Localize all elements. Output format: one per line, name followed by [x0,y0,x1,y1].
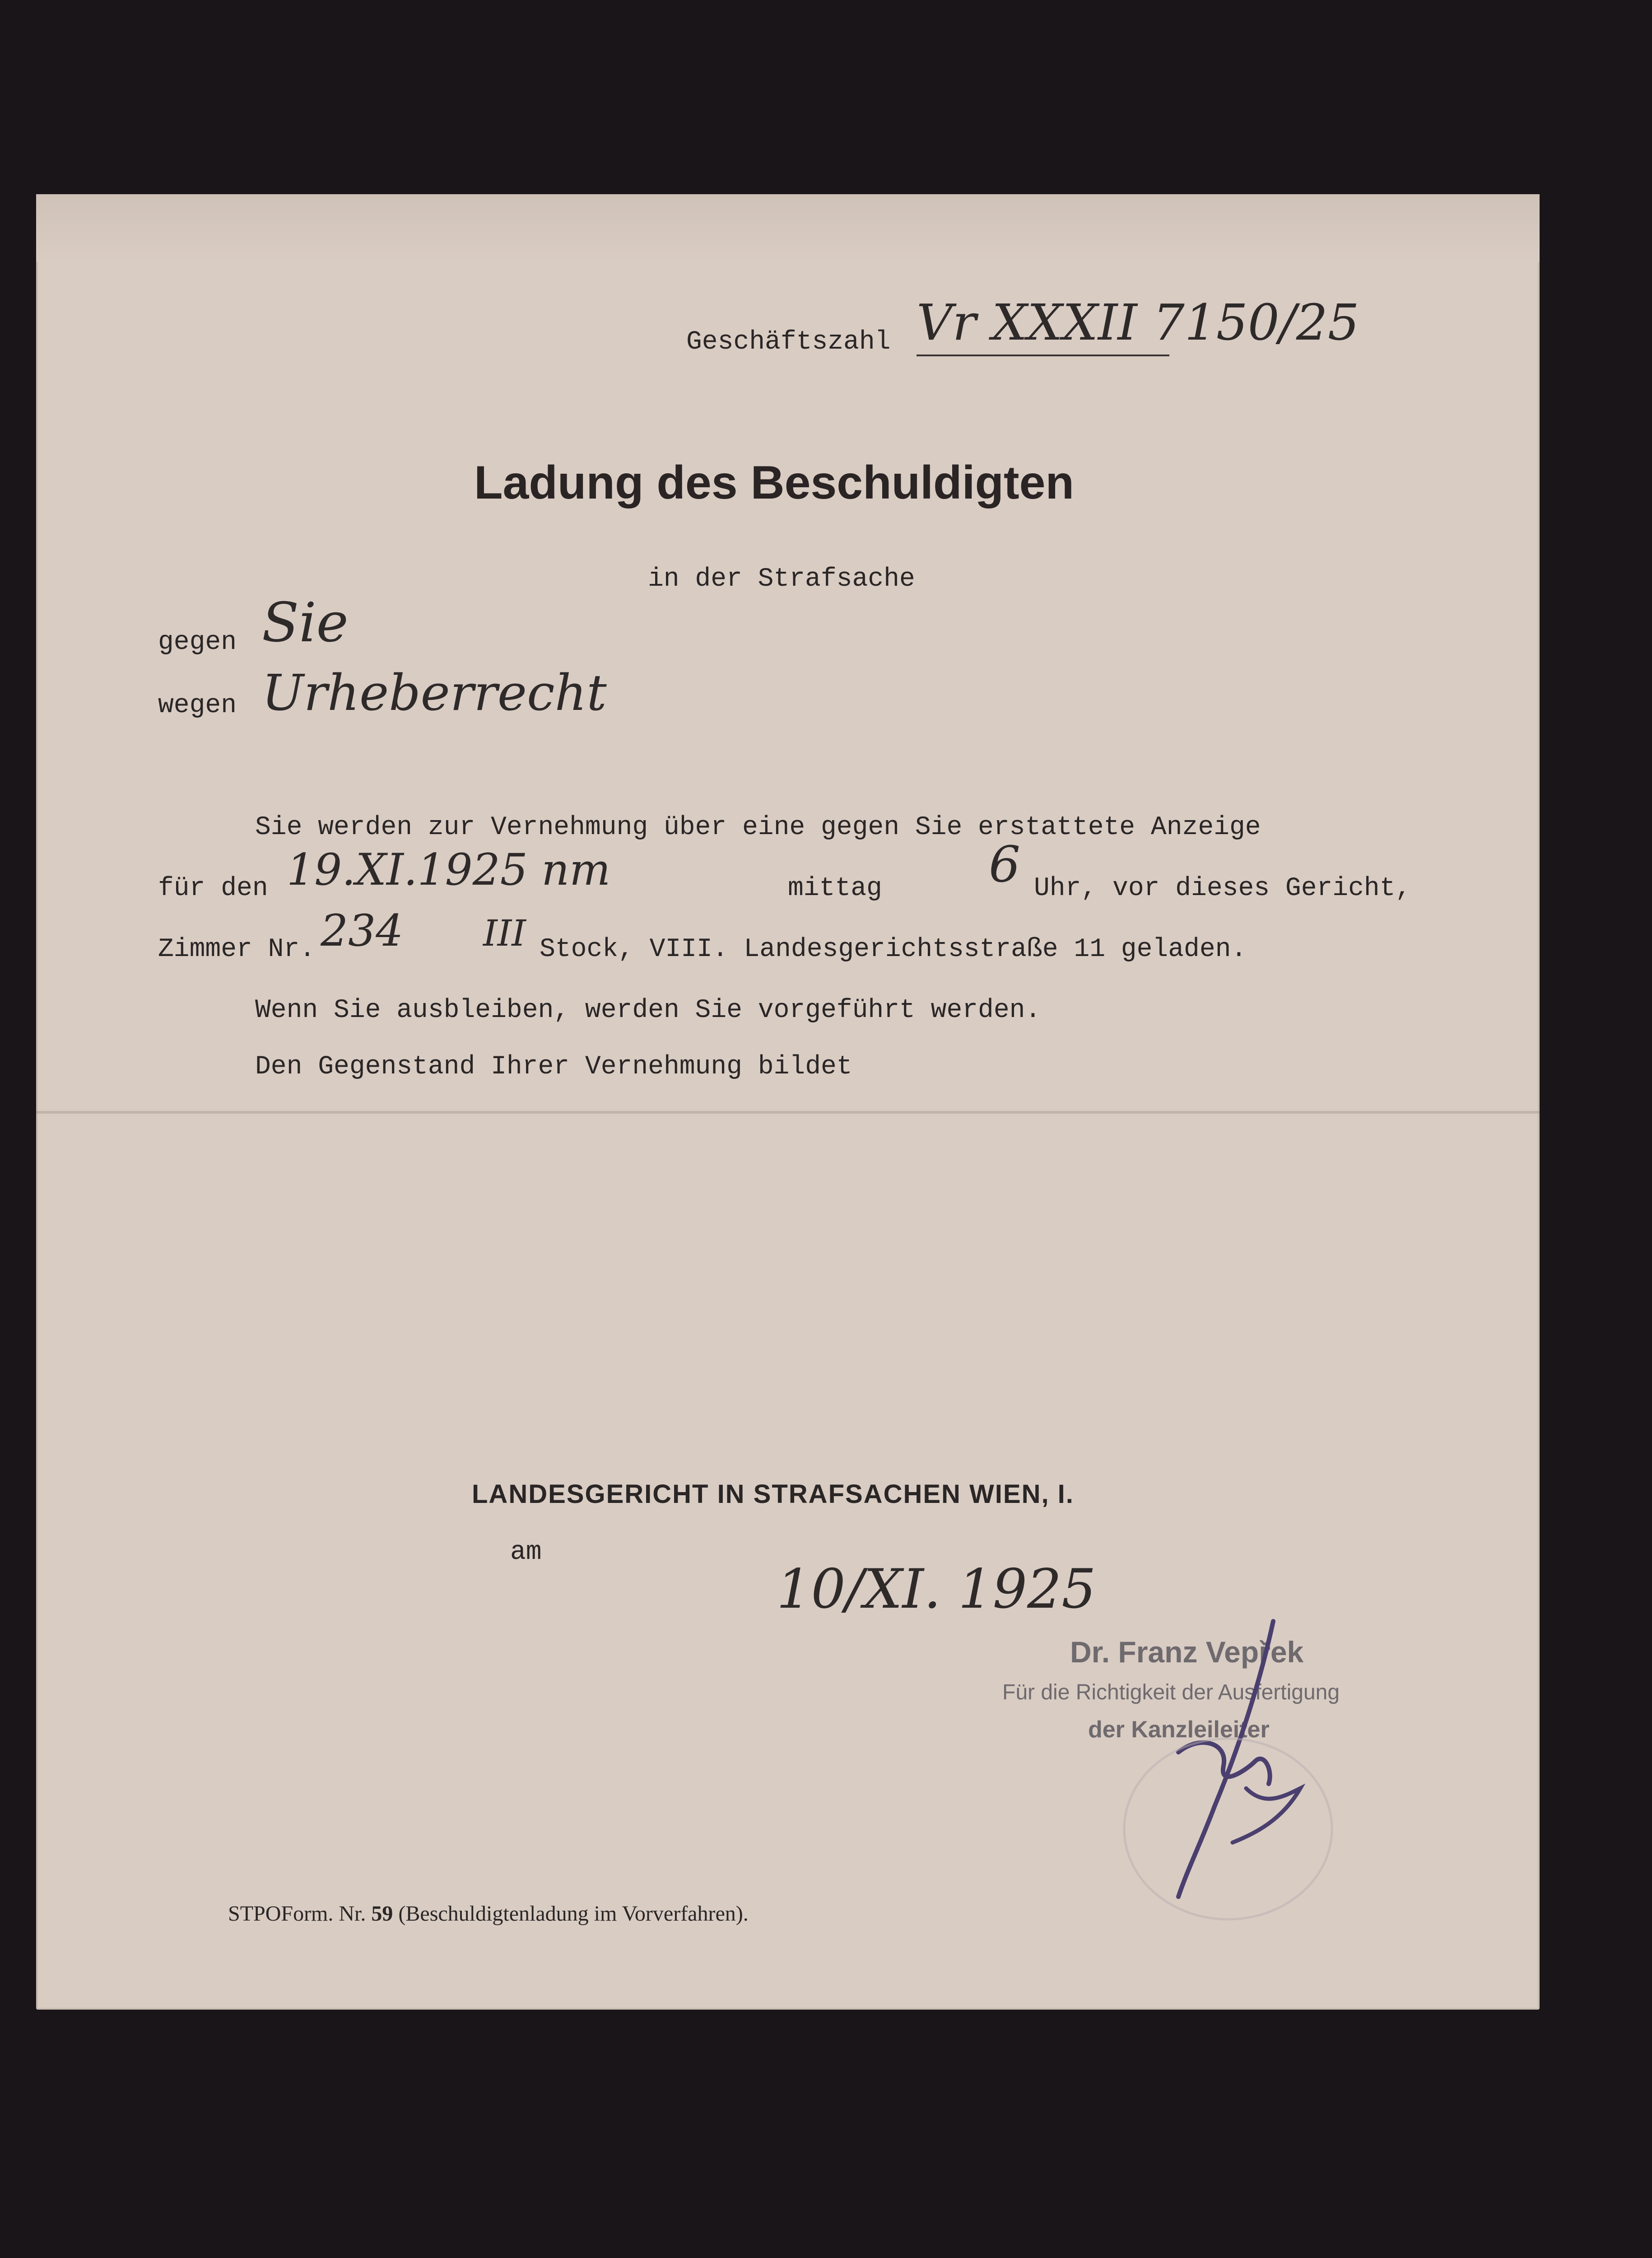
stamp-line-2: Für die Richtigkeit der Ausfertigung [1002,1680,1340,1704]
fold-line [36,1111,1540,1114]
body-line-2-prefix: für den [158,874,268,903]
hearing-time-handwritten: 6 [989,835,1020,893]
body-line-3-suffix: Stock, VIII. Landesgerichtsstraße 11 geladen. [540,935,1247,964]
form-footer [228,1901,749,1926]
wegen-handwritten: Urheberrecht [262,664,607,722]
am-label: am [510,1538,542,1567]
floor-handwritten: III [483,912,526,954]
hearing-date-handwritten: 19.XI.1925 nm [287,844,611,895]
document-sheet [36,194,1540,2010]
gegen-label: gegen [158,628,237,657]
signature [1111,1617,1345,1933]
body-line-5: Den Gegenstand Ihrer Vernehmung bildet [255,1052,852,1082]
room-number-handwritten: 234 [321,905,404,956]
subtitle: in der Strafsache [648,564,915,594]
case-number-label: Geschäftszahl [686,327,891,357]
footer-form-label: STPOForm. Nr. [228,1902,366,1926]
stamp-name: Dr. Franz Vepřek [1070,1635,1304,1669]
wegen-label: wegen [158,691,237,720]
page-title: Ladung des Beschuldigten [474,457,1074,509]
body-line-1: Sie werden zur Vernehmung über eine gegen Sie erstattete Anzeige [255,813,1261,842]
gegen-handwritten: Sie [262,592,349,654]
case-number-underline [917,355,1169,356]
body-line-4: Wenn Sie ausbleiben, werden Sie vorgeführt werden. [255,996,1041,1025]
top-edge [36,194,1540,262]
stamp-line-3: der Kanzleileiter [1088,1717,1270,1743]
case-number-handwritten: Vr XXXII 7150/25 [917,294,1359,351]
body-line-2-mid: mittag [788,874,882,903]
footer-form-description: (Beschuldigtenladung im Vorverfahren). [398,1902,749,1926]
body-line-2-suffix: Uhr, vor dieses Gericht, [1034,874,1411,903]
issue-date-handwritten: 10/XI. 1925 [777,1558,1096,1621]
court-name: LANDESGERICHT IN STRAFSACHEN WIEN, I. [472,1479,1074,1509]
body-line-3-prefix: Zimmer Nr. [158,935,316,964]
footer-form-number: 59 [371,1902,393,1926]
